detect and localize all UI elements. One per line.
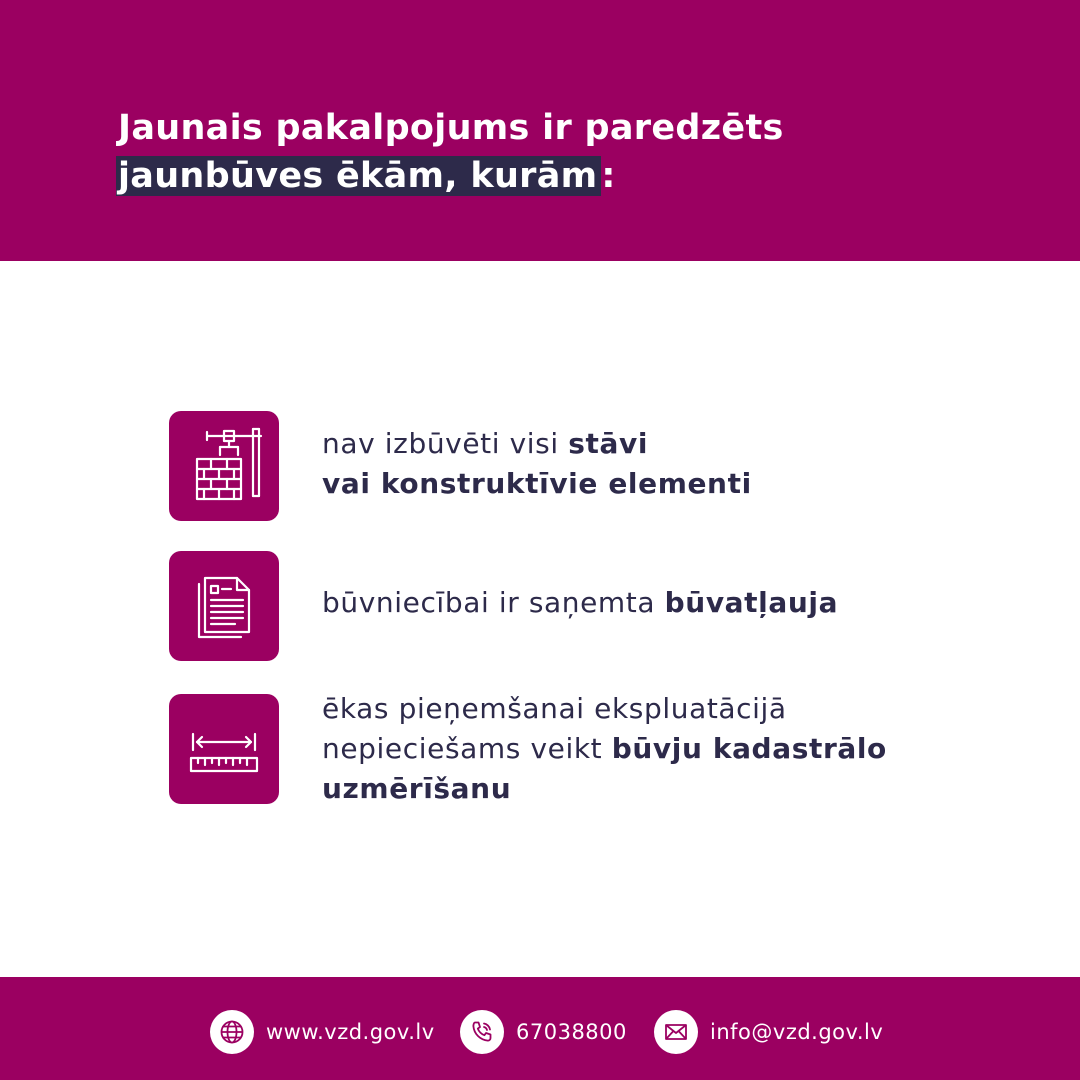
page-title bbox=[118, 104, 784, 200]
item-text-normal: ēkas pieņemšanai ekspluatācijā bbox=[322, 692, 787, 725]
title-line-1: Jaunais pakalpojums ir paredzēts bbox=[118, 108, 784, 148]
list-item bbox=[322, 583, 838, 623]
title-line-2 bbox=[118, 152, 784, 200]
item-text-normal: nepieciešams veikt bbox=[322, 732, 612, 765]
website-text: www.vzd.gov.lv bbox=[266, 1020, 435, 1044]
item-text-bold: būvju kadastrālo bbox=[611, 732, 887, 765]
title-colon: : bbox=[601, 156, 616, 196]
document-icon bbox=[169, 551, 279, 661]
item-text-normal: būvniecībai ir saņemta bbox=[322, 586, 665, 619]
item-text-normal: nav izbūvēti visi bbox=[322, 427, 569, 460]
ruler-measure-icon bbox=[169, 694, 279, 804]
phone-link[interactable] bbox=[460, 1010, 627, 1054]
website-link[interactable] bbox=[210, 1010, 435, 1054]
item-text-bold: uzmērīšanu bbox=[322, 772, 512, 805]
list-item bbox=[322, 689, 887, 809]
envelope-icon bbox=[654, 1010, 698, 1054]
phone-icon bbox=[460, 1010, 504, 1054]
list-item bbox=[322, 424, 752, 504]
globe-icon bbox=[210, 1010, 254, 1054]
construction-icon bbox=[169, 411, 279, 521]
item-text-bold: vai konstruktīvie elementi bbox=[322, 467, 752, 500]
item-text-bold: būvatļauja bbox=[664, 586, 839, 619]
email-text: info@vzd.gov.lv bbox=[710, 1020, 884, 1044]
title-highlight: jaunbūves ēkām, kurām bbox=[116, 156, 601, 196]
email-link[interactable] bbox=[654, 1010, 883, 1054]
phone-text: 67038800 bbox=[516, 1020, 627, 1044]
item-text-bold: stāvi bbox=[568, 427, 649, 460]
